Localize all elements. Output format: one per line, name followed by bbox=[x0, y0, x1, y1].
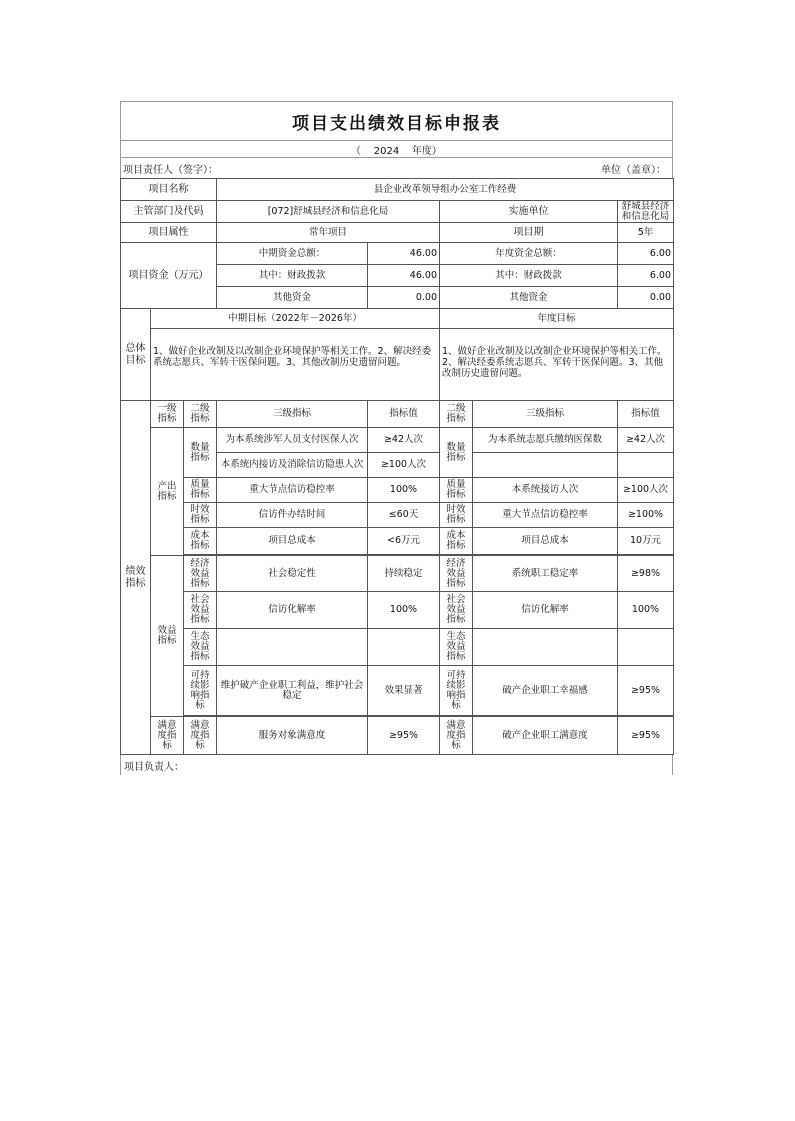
mid-qty2-value: ≥100人次 bbox=[368, 453, 440, 478]
header-level2-year: 二级指标 bbox=[440, 401, 473, 428]
sustain-indicator-year: 可持续影响指标 bbox=[440, 666, 473, 716]
eco-indicator-year: 生态效益指标 bbox=[440, 629, 473, 666]
project-name-value: 县企业改革领导组办公室工作经费 bbox=[217, 179, 674, 201]
year-quality-value: ≥100人次 bbox=[618, 478, 674, 503]
econ-indicator-year: 经济效益指标 bbox=[440, 556, 473, 592]
period-value: 5年 bbox=[618, 223, 674, 243]
mid-eco bbox=[217, 629, 368, 666]
header-value: 指标值 bbox=[368, 401, 440, 428]
mid-cost-value: <6万元 bbox=[368, 528, 440, 555]
year-sustain: 破产企业职工幸福感 bbox=[473, 666, 618, 716]
perf-label: 绩效指标 bbox=[121, 401, 151, 755]
eco-indicator: 生态效益指标 bbox=[184, 629, 217, 666]
year-econ: 系统职工稳定率 bbox=[473, 556, 618, 592]
mid-quality: 重大节点信访稳控率 bbox=[217, 478, 368, 503]
year-line: （ 2024 年度） bbox=[120, 140, 673, 158]
year-qty2-value bbox=[618, 453, 674, 478]
project-name-label: 项目名称 bbox=[121, 179, 217, 201]
mid-cost: 项目总成本 bbox=[217, 528, 368, 555]
year-quality: 本系统接访人次 bbox=[473, 478, 618, 503]
social-indicator-year: 社会效益指标 bbox=[440, 592, 473, 629]
year-goal-text: 1、做好企业改制及以改制企业环境保护等相关工作。2、解决经委系统志愿兵、军转干医保问题。3、其他改制历史遗留问题。 bbox=[440, 329, 674, 401]
satisfaction-indicator: 满意度指标 bbox=[184, 717, 217, 755]
dept-label: 主管部门及代码 bbox=[121, 201, 217, 223]
form-table bbox=[120, 178, 674, 755]
overall-goal-label: 总体目标 bbox=[121, 309, 151, 401]
timely-indicator: 时效指标 bbox=[184, 503, 217, 528]
unit-seal-label: 单位（盖章）： bbox=[601, 164, 666, 176]
project-leader-label: 项目负责人： bbox=[120, 755, 673, 775]
year-qty1-value: ≥42人次 bbox=[618, 428, 674, 453]
sustain-indicator: 可持续影响指标 bbox=[184, 666, 217, 716]
year-timely: 重大节点信访稳控率 bbox=[473, 503, 618, 528]
mid-satisfaction-value: ≥95% bbox=[368, 717, 440, 755]
mid-timely: 信访件办结时间 bbox=[217, 503, 368, 528]
mid-satisfaction: 服务对象满意度 bbox=[217, 717, 368, 755]
mid-qty1-value: ≥42人次 bbox=[368, 428, 440, 453]
qty-indicator-year: 数量指标 bbox=[440, 428, 473, 478]
year-total-value: 6.00 bbox=[618, 243, 674, 265]
mid-total-label: 中期资金总额： bbox=[217, 243, 368, 265]
impl-unit-label: 实施单位 bbox=[440, 201, 618, 223]
header-level3: 三级指标 bbox=[217, 401, 368, 428]
satisfaction-indicator-year: 满意度指标 bbox=[440, 717, 473, 755]
funds-label: 项目资金（万元） bbox=[121, 243, 217, 309]
year-eco-value bbox=[618, 629, 674, 666]
signature-row bbox=[120, 158, 673, 178]
year-cost: 项目总成本 bbox=[473, 528, 618, 555]
mid-social: 信访化解率 bbox=[217, 592, 368, 629]
mid-timely-value: ≤60天 bbox=[368, 503, 440, 528]
mid-quality-value: 100% bbox=[368, 478, 440, 503]
impl-unit-value: 舒城县经济和信息化局 bbox=[618, 201, 674, 223]
year-goal-header: 年度目标 bbox=[440, 309, 674, 329]
qty-indicator: 数量指标 bbox=[184, 428, 217, 478]
period-label: 项目期 bbox=[440, 223, 618, 243]
mid-fiscal-label: 其中：财政拨款 bbox=[217, 265, 368, 287]
year-social-value: 100% bbox=[618, 592, 674, 629]
mid-econ: 社会稳定性 bbox=[217, 556, 368, 592]
output-indicator: 产出指标 bbox=[151, 428, 184, 556]
satisfaction-level1: 满意度指标 bbox=[151, 717, 184, 755]
header-level1: 一级指标 bbox=[151, 401, 184, 428]
year-eco bbox=[473, 629, 618, 666]
header-level2: 二级指标 bbox=[184, 401, 217, 428]
year-cost-value: 10万元 bbox=[618, 528, 674, 555]
year-fiscal-label: 其中：财政拨款 bbox=[440, 265, 618, 287]
mid-eco-value bbox=[368, 629, 440, 666]
page-title: 项目支出绩效目标申报表 bbox=[120, 101, 673, 140]
mid-goal-header: 中期目标（2022年－2026年） bbox=[151, 309, 440, 329]
year-sustain-value: ≥95% bbox=[618, 666, 674, 716]
year-qty1: 为本系统志愿兵缴纳医保数 bbox=[473, 428, 618, 453]
mid-social-value: 100% bbox=[368, 592, 440, 629]
year-qty2 bbox=[473, 453, 618, 478]
report-sheet bbox=[120, 101, 673, 775]
year-fiscal-value: 6.00 bbox=[618, 265, 674, 287]
mid-fiscal-value: 46.00 bbox=[368, 265, 440, 287]
benefit-indicator: 效益指标 bbox=[151, 556, 184, 717]
responsible-signature-label: 项目责任人（签字）： bbox=[123, 164, 218, 176]
year-timely-value: ≥100% bbox=[618, 503, 674, 528]
year-satisfaction-value: ≥95% bbox=[618, 717, 674, 755]
mid-goal-text: 1、做好企业改制及以改制企业环境保护等相关工作。2、解决经委系统志愿兵、军转干医保问题。3、其他改制历史遗留问题。 bbox=[151, 329, 440, 401]
mid-econ-value: 持续稳定 bbox=[368, 556, 440, 592]
social-indicator: 社会效益指标 bbox=[184, 592, 217, 629]
quality-indicator-year: 质量指标 bbox=[440, 478, 473, 503]
attr-value: 常年项目 bbox=[217, 223, 440, 243]
cost-indicator: 成本指标 bbox=[184, 528, 217, 555]
year-total-label: 年度资金总额： bbox=[440, 243, 618, 265]
attr-label: 项目属性 bbox=[121, 223, 217, 243]
timely-indicator-year: 时效指标 bbox=[440, 503, 473, 528]
year-other-label: 其他资金 bbox=[440, 287, 618, 309]
econ-indicator: 经济效益指标 bbox=[184, 556, 217, 592]
header-value-year: 指标值 bbox=[618, 401, 674, 428]
dept-value: [072]舒城县经济和信息化局 bbox=[217, 201, 440, 223]
quality-indicator: 质量指标 bbox=[184, 478, 217, 503]
header-level3-year: 三级指标 bbox=[473, 401, 618, 428]
mid-sustain-value: 效果显著 bbox=[368, 666, 440, 716]
mid-qty1: 为本系统涉军人员支付医保人次 bbox=[217, 428, 368, 453]
year-satisfaction: 破产企业职工满意度 bbox=[473, 717, 618, 755]
mid-other-label: 其他资金 bbox=[217, 287, 368, 309]
cost-indicator-year: 成本指标 bbox=[440, 528, 473, 555]
year-social: 信访化解率 bbox=[473, 592, 618, 629]
mid-total-value: 46.00 bbox=[368, 243, 440, 265]
year-econ-value: ≥98% bbox=[618, 556, 674, 592]
year-other-value: 0.00 bbox=[618, 287, 674, 309]
mid-other-value: 0.00 bbox=[368, 287, 440, 309]
mid-sustain: 维护破产企业职工利益，维护社会稳定 bbox=[217, 666, 368, 716]
mid-qty2: 本系统内接访及消除信访隐患人次 bbox=[217, 453, 368, 478]
